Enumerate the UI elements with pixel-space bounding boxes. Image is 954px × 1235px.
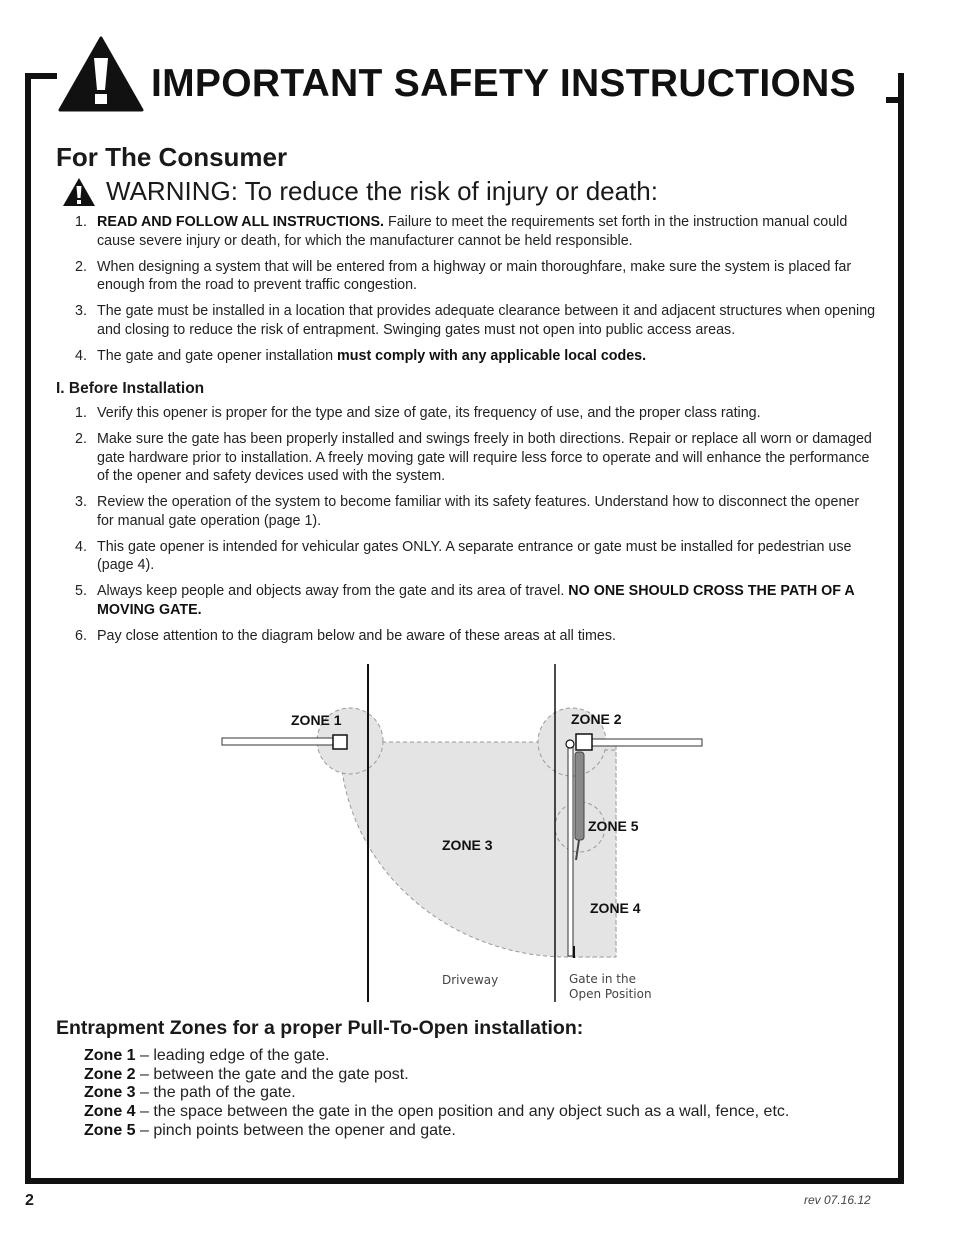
list-item: 4. This gate opener is intended for vehicular gates ONLY. A separate entrance or gate must be installed for pedestrian use (page 4). xyxy=(75,538,852,573)
list-item: 5. Always keep people and objects away from the gate and its area of travel. NO ONE SHOULD CROSS THE PATH OF A MOVING GATE. xyxy=(75,583,855,618)
left-gate-post xyxy=(333,735,347,749)
section-heading-consumer: For The Consumer xyxy=(56,142,288,172)
warning-statement xyxy=(62,176,658,207)
general-instructions-list xyxy=(56,213,876,373)
entrapment-heading: Entrapment Zones for a proper Pull-To-Open installation: xyxy=(56,1017,584,1039)
zone3-label: ZONE 3 xyxy=(442,837,493,853)
gate-open-label-line2: Open Position xyxy=(569,987,652,1001)
list-item: Zone 3 – the path of the gate. xyxy=(84,1084,296,1102)
zone5-label: ZONE 5 xyxy=(588,818,639,834)
gate-hinge xyxy=(566,740,574,748)
list-item: 3. Review the operation of the system to become familiar with its safety features. Understand how to disconnect the opener for manual gate operation (page 1). xyxy=(75,494,860,529)
section-heading-before-installation: I. Before Installation xyxy=(56,380,205,397)
zone4-label: ZONE 4 xyxy=(590,900,641,916)
before-installation-list xyxy=(56,404,876,653)
list-item: Zone 4 – the space between the gate in the open position and any object such as a wall, fence, etc. xyxy=(84,1103,790,1121)
opener-arm xyxy=(575,752,584,840)
small-warning-icon xyxy=(62,177,96,207)
right-gate-post xyxy=(576,734,592,750)
list-item: 1. Verify this opener is proper for the type and size of gate, its frequency of use, and the proper class rating. xyxy=(75,405,761,421)
right-gate-closed xyxy=(592,739,702,746)
list-item: 2. Make sure the gate has been properly installed and swings freely in both directions. Repair or replace all worn or damaged gate hardware prior to installation. A freely moving gate will require less force to operate and will enhance the performance of the opener and safety devices used with the system. xyxy=(75,431,872,484)
list-item: 1. READ AND FOLLOW ALL INSTRUCTIONS. Failure to meet the requirements set forth in the instruction manual could cause severe injury or death, for which the manufacturer cannot be held responsible. xyxy=(75,214,848,249)
list-item: Zone 5 – pinch points between the opener and gate. xyxy=(84,1121,456,1139)
open-gate xyxy=(568,744,573,956)
revision-label: rev 07.16.12 xyxy=(804,1193,871,1207)
entrapment-zone-list xyxy=(84,1047,789,1141)
list-item: Zone 2 – between the gate and the gate post. xyxy=(84,1065,409,1083)
warning-text: WARNING: To reduce the risk of injury or death: xyxy=(106,176,658,206)
left-gate xyxy=(222,738,334,745)
frame-top-right-rule xyxy=(886,97,898,103)
list-item: 4. The gate and gate opener installation must comply with any applicable local codes. xyxy=(75,347,647,364)
list-item: 2. When designing a system that will be entered from a highway or main thoroughfare, make sure the system is placed far enough from the road to prevent traffic congestion. xyxy=(75,258,852,293)
list-item: 3. The gate must be installed in a location that provides adequate clearance between it and adjacent structures when opening and closing to reduce the risk of entrapment. Swinging gates must not open into public access areas. xyxy=(75,303,876,338)
zone2-label: ZONE 2 xyxy=(571,711,622,727)
list-item: 6. Pay close attention to the diagram below and be aware of these areas at all times. xyxy=(75,627,616,644)
page-title: IMPORTANT SAFETY INSTRUCTIONS xyxy=(151,62,856,105)
warning-triangle-icon xyxy=(58,36,144,112)
gate-open-label-line1: Gate in the xyxy=(569,972,637,986)
list-item: Zone 1 – leading edge of the gate. xyxy=(84,1047,330,1064)
frame-top-left-rule xyxy=(25,73,57,79)
driveway-label: Driveway xyxy=(442,973,499,987)
zone1-label: ZONE 1 xyxy=(291,712,342,728)
entrapment-zones-diagram xyxy=(210,660,710,1005)
page-number: 2 xyxy=(25,1192,34,1209)
